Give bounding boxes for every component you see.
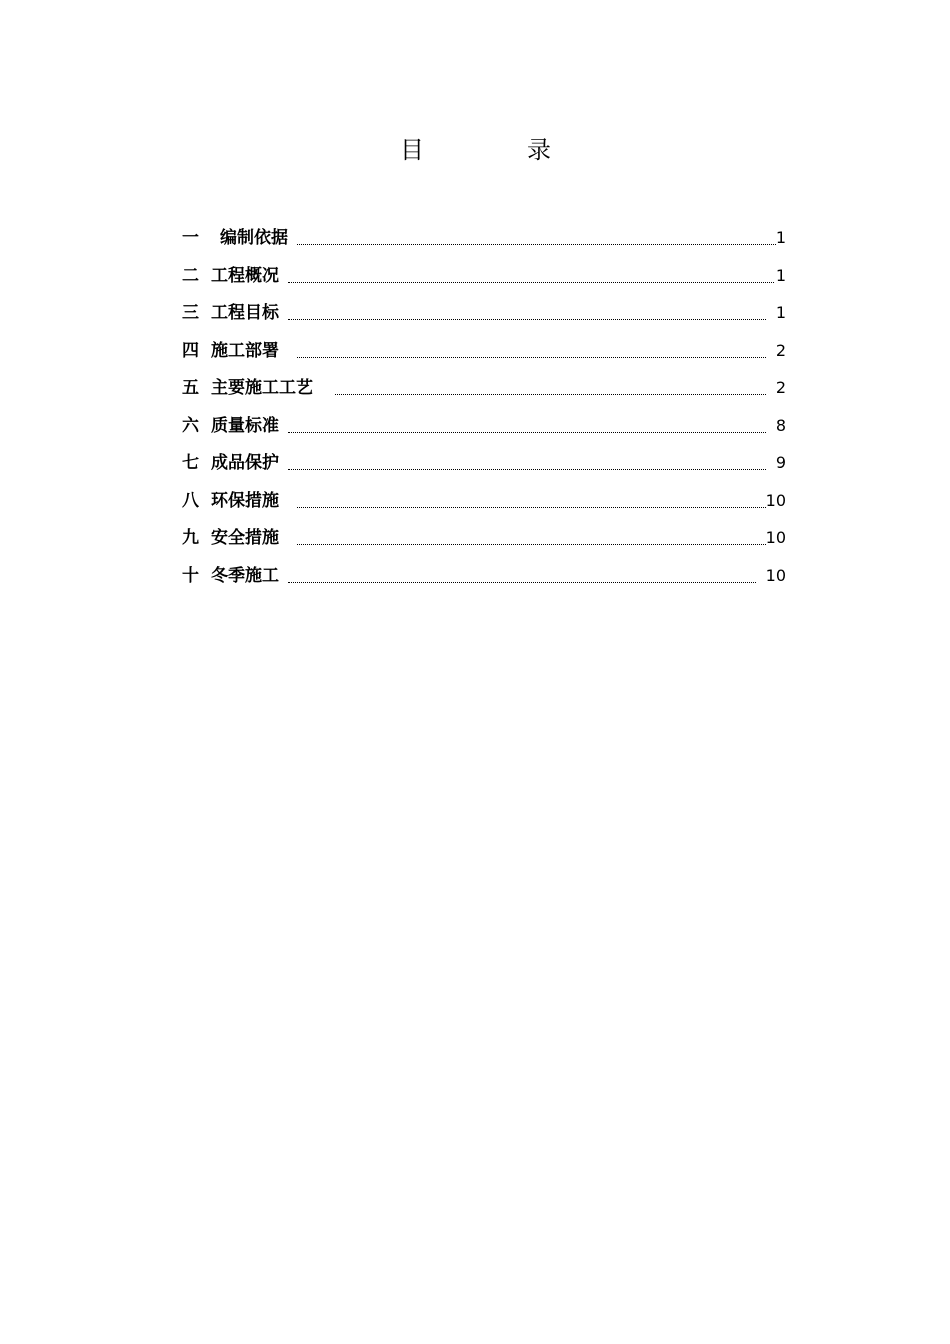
toc-entry-page: 1 <box>775 303 786 322</box>
toc-entry-title: 冬季施工 <box>211 565 279 586</box>
toc-entry-title: 工程目标 <box>211 303 279 323</box>
toc-entry-page: 2 <box>775 340 786 360</box>
toc-entry-number: 四 <box>182 340 199 361</box>
toc-heading-char-1: 目 <box>400 136 424 164</box>
toc-entry-leader <box>288 432 766 433</box>
toc-entry-number: 三 <box>182 303 199 323</box>
toc-entry-title: 质量标准 <box>211 415 279 436</box>
toc-entry-title: 施工部署 <box>211 340 279 361</box>
toc-entry-page: 10 <box>765 565 786 585</box>
toc-entry-number: 二 <box>182 265 199 286</box>
toc-entry-number: 八 <box>182 490 199 511</box>
toc-entry-title: 编制依据 <box>220 228 288 248</box>
toc-entry[interactable] <box>182 412 786 450</box>
toc-entry-leader <box>297 507 766 508</box>
toc-entry-leader <box>297 244 776 245</box>
toc-entry-number: 七 <box>182 453 199 473</box>
toc-entry-title: 成品保护 <box>211 453 279 473</box>
toc-entry[interactable] <box>182 337 786 375</box>
toc-entry[interactable] <box>182 224 786 262</box>
toc-entry[interactable] <box>182 487 786 525</box>
toc-entry[interactable] <box>182 524 786 562</box>
toc-entry-title: 环保措施 <box>211 490 279 511</box>
toc-entry-leader <box>297 544 766 545</box>
toc-entry-number: 六 <box>182 415 199 436</box>
toc-entry-page: 1 <box>775 228 786 247</box>
toc-entry[interactable] <box>182 374 786 412</box>
table-of-contents <box>182 224 786 599</box>
toc-entry[interactable] <box>182 262 786 300</box>
toc-entry-number: 十 <box>182 565 199 586</box>
toc-entry-page: 8 <box>775 415 786 435</box>
toc-entry[interactable] <box>182 449 786 487</box>
toc-entry[interactable] <box>182 299 786 337</box>
toc-entry-title: 主要施工工艺 <box>211 378 313 398</box>
toc-entry[interactable] <box>182 562 786 600</box>
toc-entry-leader <box>335 394 766 395</box>
toc-entry-leader <box>288 582 756 583</box>
toc-entry-title: 安全措施 <box>211 528 279 548</box>
toc-entry-number: 一 <box>182 228 199 248</box>
toc-entry-number: 九 <box>182 528 199 548</box>
toc-entry-page: 1 <box>775 265 786 285</box>
toc-entry-leader <box>288 469 766 470</box>
toc-entry-page: 9 <box>775 453 786 472</box>
toc-heading-char-2: 录 <box>527 136 551 164</box>
toc-entry-number: 五 <box>182 378 199 398</box>
toc-entry-title: 工程概况 <box>211 265 279 286</box>
toc-entry-page: 10 <box>765 490 786 510</box>
toc-entry-page: 2 <box>775 378 786 397</box>
toc-entry-leader <box>288 319 766 320</box>
toc-entry-page: 10 <box>765 528 786 547</box>
toc-heading <box>0 132 950 168</box>
toc-entry-leader <box>288 282 774 283</box>
toc-entry-leader <box>297 357 766 358</box>
